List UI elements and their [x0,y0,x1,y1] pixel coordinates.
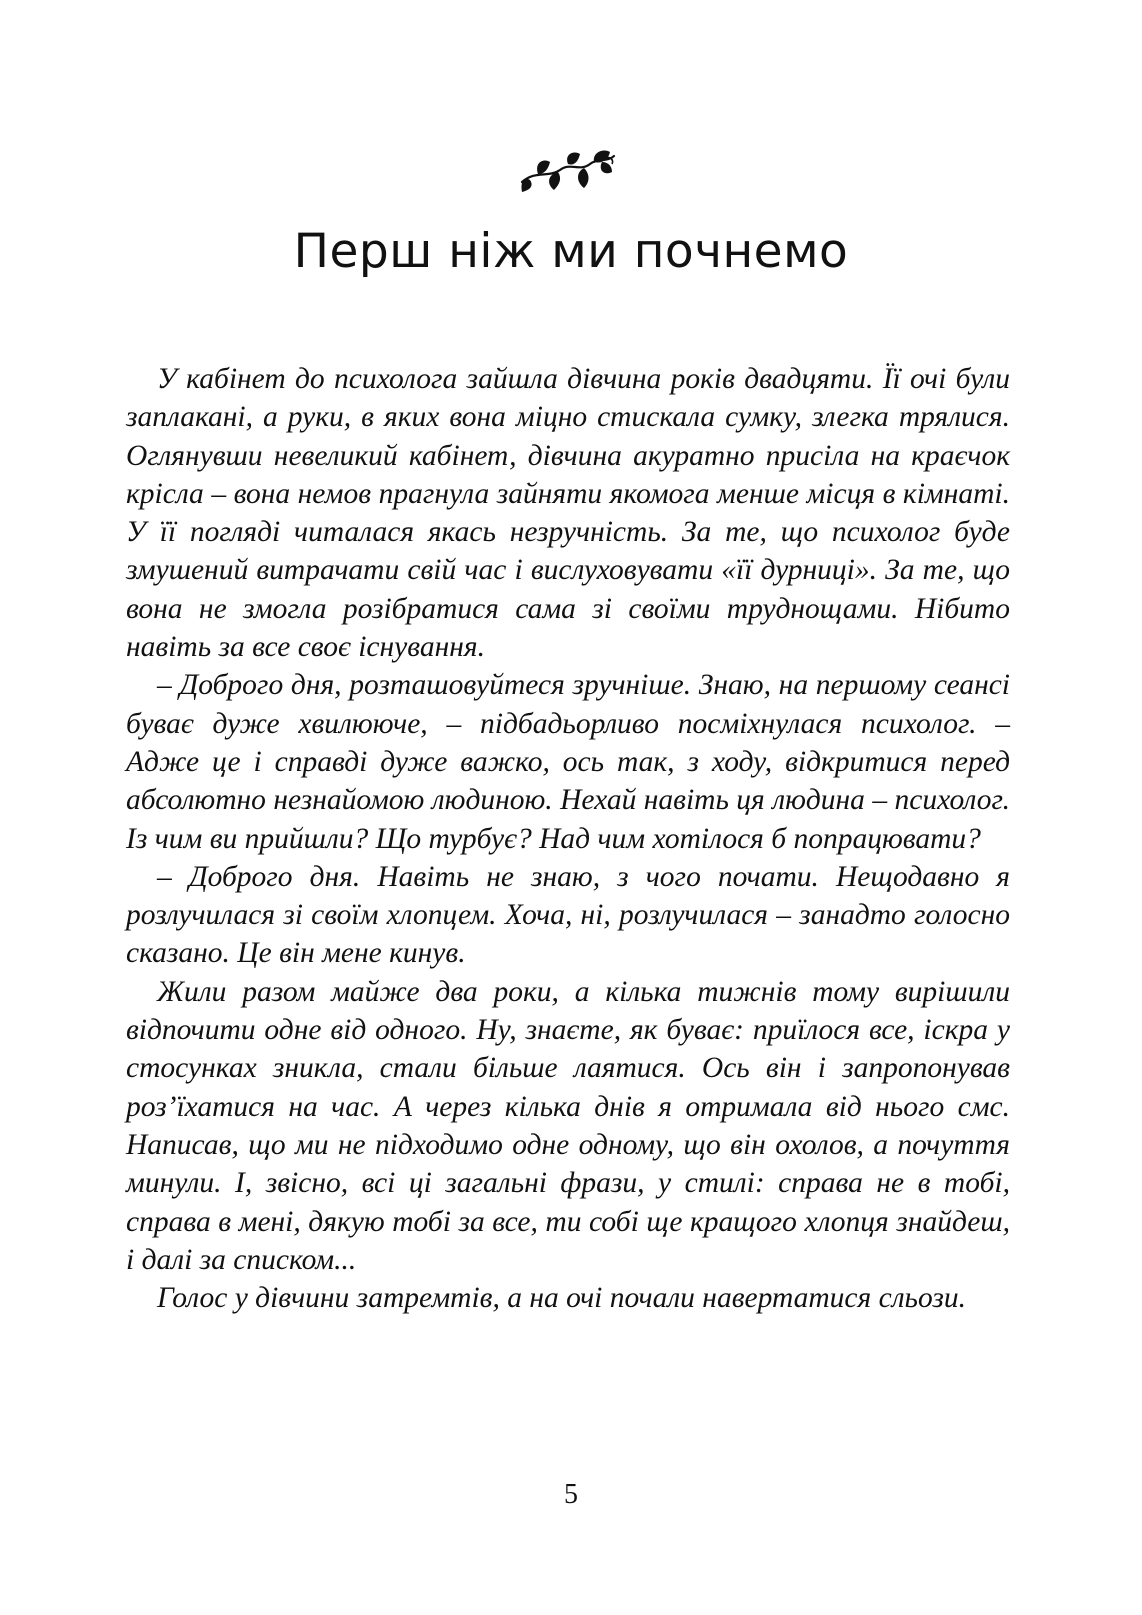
paragraph: Жили разом майже два роки, а кілька тижнів тому вирішили відпочити одне від одного. Ну, знаєте, як буває: приїлося все, іскра у стосунках зникла, стали більше лаятися. Ось він і запропонував роз’їхатися на час. А через кілька днів я отримала від нього смс. Написав, що ми не підходимо одне одному, що він охолов, а почуття минули. І, звісно, всі ці загальні фрази, у стилі: справа не в тобі, справа в мені, дякую тобі за все, ти собі ще кращого хлопця знайдеш, і далі за списком... [126,975,1010,1276]
body-text [126,360,1010,1317]
chapter-title: Перш ніж ми почнемо [293,224,849,279]
paragraph: У кабінет до психолога зайшла дівчина років двадцяти. Її очі були заплакані, а руки, в яких вона міцно стискала сумку, злегка трялися. Оглянувши невеликий кабінет, дівчина акуратно присіла на краєчок крісла – вона немов прагнула зайняти якомога менше місця в кімнаті. У її погляді читалася якась незручність. За те, що психолог буде змушений витрачати свій час і вислуховувати «її дурниці». За те, що вона не змогла розібратися сама зі своїми труднощами. Нібито навіть за все своє існування. [126,363,1010,664]
paragraph: – Доброго дня. Навіть не знаю, з чого почати. Нещодавно я розлучилася зі своїм хлопцем. Хоча, ні, розлучилася – занадто голосно сказано. Це він мене кинув. [126,860,1010,970]
paragraph: – Доброго дня, розташовуйтеся зручніше. Знаю, на першому сеансі буває дуже хвилююче, – підбадьорливо посміхнулася психолог. – Адже це і справді дуже важко, ось так, з ходу, відкритися перед абсолютно незнайомою людиною. Нехай навіть ця людина – психолог. Із чим ви прийшли? Що турбує? Над чим хотілося б попрацювати? [126,669,1010,855]
leaf-vine-ornament-icon [518,148,618,196]
page-number: 5 [564,1479,578,1510]
paragraph: Голос у дівчини затремтів, а на очі почали навертатися сльози. [157,1282,966,1315]
